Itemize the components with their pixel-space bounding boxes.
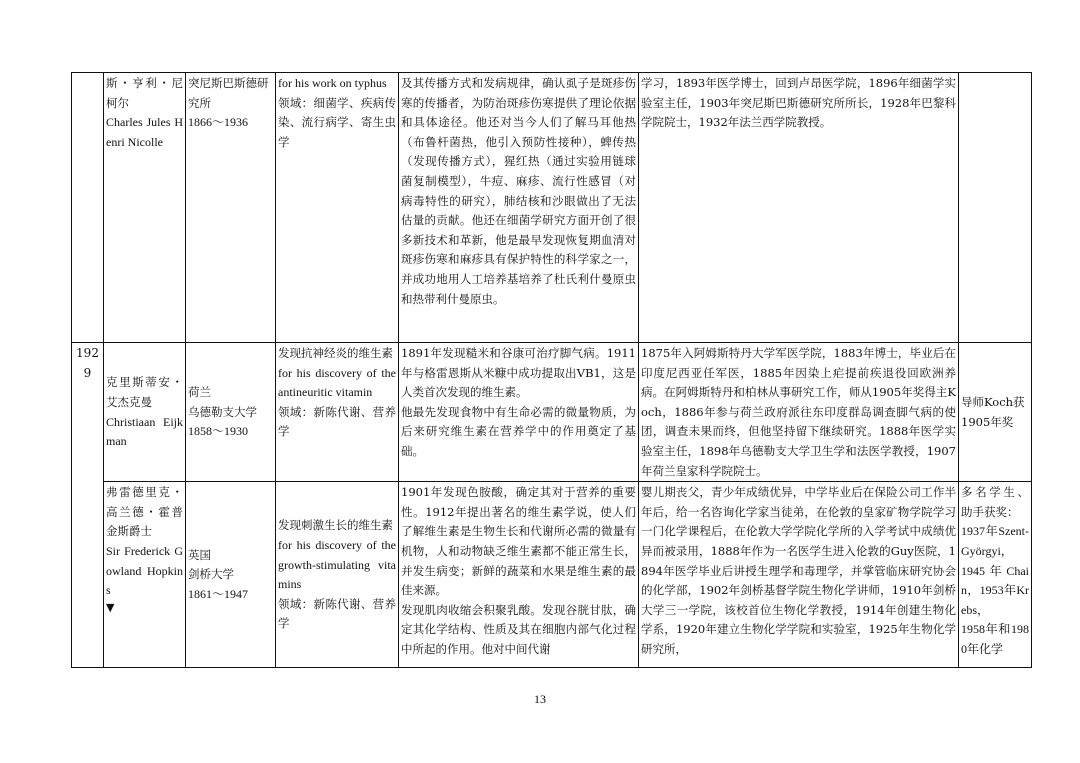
year-cell <box>72 73 104 343</box>
mentoring-text: 1958年和1980年化学 <box>961 622 1029 656</box>
biography-cell <box>639 343 959 482</box>
table-row <box>72 482 1032 668</box>
contribution-paragraph: 1901年发现色胺酸，确定其对于营养的重要性。1912年提出著名的维生素学说，使人们了解维生素是生物生长和代谢所必需的微量有机物，人和动物缺乏维生素都不能正常生长，并发生病变；新鲜的蔬菜和水果是维生素的最佳来源。 <box>401 485 636 598</box>
reason-line: 领域：细菌学、疾病传染、流行病学、寄生虫学 <box>278 95 396 149</box>
life-years: 1858～1930 <box>188 424 249 439</box>
country: 英国 <box>188 547 211 562</box>
reason-cell <box>276 73 399 343</box>
laureate-name-en: Christiaan Eijkman <box>106 414 183 449</box>
country: 荷兰 <box>188 385 211 400</box>
mentoring-text: 1945年Chain，1953年Krebs， <box>961 563 1029 617</box>
mentoring-cell <box>959 73 1032 343</box>
biography-cell <box>639 73 959 343</box>
name-cell <box>104 482 186 668</box>
biography-text: 婴儿期丧父，青少年成绩优异，中学毕业后在保险公司工作半年后，给一名咨询化学家当徒弟，在伦敦的皇家矿物学院学习一门化学课程后，在伦敦大学学院化学所的入学考试中成绩优异而被录用，1888年作为一名医学生进入伦敦的Guy医院，1894年医学毕业后讲授生理学和毒理学，并掌管临床研究协会的化学部，1902年剑桥基督学院生物化学讲师，1910年剑桥大学三一学院，该校首位生物化学教授，1914年创建生物化学系，1920年建立生物化学学院和实验室，1925年生物化学研究所， <box>641 485 956 656</box>
mentoring-text: 多名学生、助手获奖： <box>961 485 1029 519</box>
institution-cell <box>186 482 276 668</box>
year-cell: 1929 <box>72 343 104 668</box>
mentoring-cell <box>959 482 1032 668</box>
reason-line: 领域：新陈代谢、营养学 <box>278 404 396 439</box>
contribution-paragraph: 及其传播方式和发病规律，确认虱子是斑疹伤寒的传播者，为防治斑疹伤寒提供了理论依据和具体途径。他还对当今人们了解马耳他热（布鲁杆菌热，他引入预防性接种），蜱传热（发现传播方式），猩红热（通过实验用链球菌复制模型），牛痘、麻疹、流行性感冒（对病毒特性的研究），肺结核和沙眼做出了无法估量的贡献。他还在细菌学研究方面开创了很多新技术和革新，他是最早发现恢复期血清对斑疹伤寒和麻疹具有保护特性的科学家之一，并成功地用人工培养基培养了杜氏利什曼原虫和热带利什曼原虫。 <box>401 76 636 306</box>
institution-cell <box>186 73 276 343</box>
contribution-paragraph: 发现肌肉收缩会积聚乳酸。发现谷胱甘肽，确定其化学结构、性质及其在细胞内部气化过程中所起的作用。他对中间代谢 <box>401 602 636 656</box>
life-years: 1866～1936 <box>188 115 249 130</box>
institution: 乌德勒支大学 <box>188 404 257 419</box>
contribution-cell <box>399 73 639 343</box>
biography-text: 1875年入阿姆斯特丹大学军医学院，1883年博士，毕业后在印度尼西亚任军医，1885年因染上疟提前疾退役回欧洲养病。在阿姆斯特丹和柏林从事研究工作，师从1905年奖得主Koch，1886年参与荷兰政府派往东印度群岛调查脚气病的使团，调查未果而终，但他坚持留下继续研究。1888年医学实验室主任，1898年乌德勒支大学卫生学和法医学教授，1907年荷兰皇家科学院院士。 <box>641 346 956 478</box>
reason-line: 领域：新陈代谢、营养学 <box>278 596 396 631</box>
contribution-paragraph: 他最先发现食物中有生命必需的微量物质，为后来研究维生素在营养学中的作用奠定了基础。 <box>401 404 636 458</box>
laureate-name-zh: 斯・亨利・尼柯尔 <box>106 76 183 110</box>
life-years: 1861～1947 <box>188 586 249 601</box>
laureate-table <box>71 72 1032 668</box>
institution: 突尼斯巴斯德研究所 <box>188 76 269 110</box>
page-number: 13 <box>534 692 546 706</box>
laureate-name-zh: 弗雷德里克・高兰德・霍普金斯爵士 <box>106 485 183 539</box>
institution-cell <box>186 343 276 482</box>
institution: 剑桥大学 <box>188 567 234 582</box>
contribution-cell <box>399 343 639 482</box>
reason-cell <box>276 482 399 668</box>
biography-cell <box>639 482 959 668</box>
mentoring-text: 1937年Szent-Györgyi， <box>961 524 1029 558</box>
name-cell <box>104 343 186 482</box>
mentoring-text: 导师Koch获1905年奖 <box>961 394 1025 429</box>
laureate-name-en: Charles Jules Henri Nicolle <box>106 115 183 149</box>
name-cell <box>104 73 186 343</box>
reason-line: for his work on typhus <box>278 76 387 90</box>
table-row <box>72 343 1032 482</box>
contribution-cell <box>399 482 639 668</box>
table-row <box>72 73 1032 343</box>
reason-line: for his discovery of the antineuritic vitamin <box>278 365 396 400</box>
reason-cell <box>276 343 399 482</box>
biography-text: 学习，1893年医学博士，回到卢昂医学院，1896年细菌学实验室主任，1903年突尼斯巴斯德研究所所长，1928年巴黎科学院院士，1932年法兰西学院教授。 <box>641 76 956 130</box>
contribution-paragraph: 1891年发现糙米和谷康可治疗脚气病。1911年与格雷恩斯从米糠中成功提取出VB1，这是人类首次发现的维生素。 <box>401 346 636 400</box>
triangle-marker-icon: ▼ <box>106 600 115 614</box>
laureate-name-zh: 克里斯蒂安・艾杰克曼 <box>106 375 183 409</box>
mentoring-cell <box>959 343 1032 482</box>
laureate-name-en: Sir Frederick Gowland Hopkins <box>106 543 183 598</box>
reason-line: 发现刺激生长的维生素 <box>278 518 393 533</box>
reason-line: for his discovery of the growth-stimulating vitamins <box>278 537 396 592</box>
reason-line: 发现抗神经炎的维生素 <box>278 346 393 360</box>
